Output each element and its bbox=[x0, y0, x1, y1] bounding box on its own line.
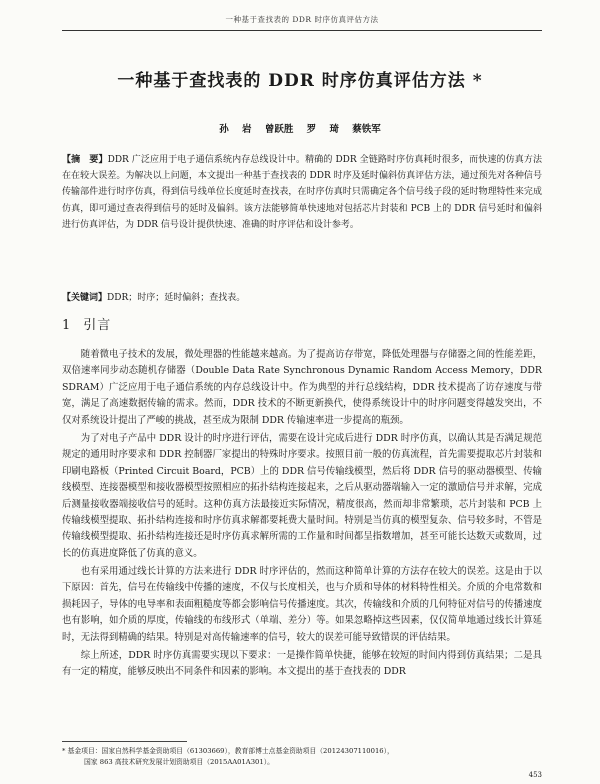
paper-title: 一种基于查找表的 DDR 时序仿真评估方法 * bbox=[117, 71, 483, 91]
abstract bbox=[62, 152, 542, 233]
section-heading bbox=[62, 314, 111, 333]
body-text bbox=[62, 347, 542, 682]
keywords-text: DDR；时序；延时偏斜；查找表。 bbox=[107, 293, 246, 303]
paragraph-4: 综上所述，DDR 时序仿真需要实现以下要求：一是操作简单快捷，能够在较短的时间内得到仿真结果；二是具有一定的精度，能够反映出不同条件和因素的影响。本文提出的基于查找表的 DDR bbox=[62, 649, 542, 678]
paragraph-3: 也有采用通过线长计算的方法来进行 DDR 时序评估的，然而这种简单计算的方法存在较大的误差。这是由于以下原因：首先，信号在传输线中传播的速度，不仅与长度相关，也与介质和导体的材料特性相关。介质的介电常数和损耗因子，导体的电导率和表面粗糙度等都会影响信号传播速度。其次，传输线和介质的几何特征对信号的传播速度也有影响，如介质的厚度，传输线的布线形式（单端、差分）等。如果忽略掉这些因素，仅仅简单地通过线长计算延时，无法得到精确的结果。特别是对高传输速率的信号，较大的误差可能导致错误的评估结果。 bbox=[62, 565, 542, 643]
author-list bbox=[40, 121, 560, 135]
footnote-line-2: 国家 863 高技术研究发展计划资助项目（2015AA01A301）。 bbox=[84, 758, 274, 766]
footnote-line-1: * 基金项目：国家自然科学基金资助项目（61303669），教育部博士点基金资助项目（20124307110016）， bbox=[62, 747, 394, 755]
header-rule bbox=[62, 30, 542, 31]
abstract-label: 【摘 要】 bbox=[62, 155, 108, 165]
keywords-label: 【关键词】 bbox=[62, 293, 108, 303]
footnote-rule bbox=[62, 741, 187, 742]
author-3: 罗 琦 bbox=[306, 124, 339, 135]
footnotes bbox=[62, 746, 542, 768]
author-2: 曾跃胜 bbox=[264, 124, 294, 135]
section-title: 引言 bbox=[83, 318, 112, 333]
running-header: 一种基于查找表的 DDR 时序仿真评估方法 bbox=[225, 15, 379, 24]
author-1: 孙 岩 bbox=[219, 124, 252, 135]
keywords bbox=[62, 291, 542, 306]
paragraph-2: 为了对电子产品中 DDR 设计的时序进行评估，需要在设计完成后进行 DDR 时序仿真，以确认其是否满足规范规定的通用时序要求和 DDR 控制器厂家提出的特殊时序要求。按照目前一般的仿真流程，首先需要提取芯片封装和印刷电路板（Printed Circuit Board，PCB）上的 DDR 信号传输线模型，然后将 DDR 信号的驱动器模型、传输线模型、连接器模型和接收器模型按照相应的拓扑结构连接起来，之后从驱动器端输入一定的激励信号并求解，完成后测量接收器端接收信号的延时。这种仿真方法最接近实际情况，精度很高，然而却非常繁琐，芯片封装和 PCB 上传输线模型提取、拓扑结构连接和时序仿真求解都要耗费大量时间。特别是当仿真的模型复杂、信号较多时，不管是传输线模型提取、拓扑结构连接还是时序仿真求解所需的工作量和时间都呈指数增加，甚至可能长达数天或数周，过长的仿真进度降低了仿真的意义。 bbox=[62, 432, 542, 559]
abstract-text: DDR 广泛应用于电子通信系统内存总线设计中。精确的 DDR 全链路时序仿真耗时很多，而快速的仿真方法在在较大误差。为解决以上问题，本文提出一种基于查找表的 DDR 时序及延时偏斜仿真评估方法，通过预先对各种信号传输部件进行时序仿真，得到信号线单位长度延时查找表，在时序仿真时只需确定各个信号线子段的延时物理特性来完成仿真，即可通过查表得到信号的延时及偏斜。该方法能够简单快速地对包括芯片封装和 PCB 上的 DDR 信号延时和偏斜进行仿真评估，为 DDR 信号设计提供快速、准确的时序评估和设计参考。 bbox=[62, 155, 542, 230]
author-4: 蔡铁军 bbox=[352, 124, 381, 135]
paragraph-1: 随着微电子技术的发展，微处理器的性能越来越高。为了提高访存带宽，降低处理器与存储器之间的性能差距，双倍速率同步动态随机存储器（Double Data Rate Synchronous Dynamic Random Access Memory，DDR SDRAM）广泛应用于电子通信系统的内存总线设计中。作为典型的并行总线结构，DDR 技术提高了访存速度与带宽，满足了高速数据传输的需求。然而，DDR 技术的不断更新换代，使得系统设计中的时序问题变得越发突出，不仅对系统设计提出了严峻的挑战，甚至成为限制 DDR 传输速率进一步提高的瓶颈。 bbox=[62, 349, 542, 426]
page-number: 453 bbox=[528, 771, 542, 779]
section-number: 1 bbox=[62, 318, 72, 333]
